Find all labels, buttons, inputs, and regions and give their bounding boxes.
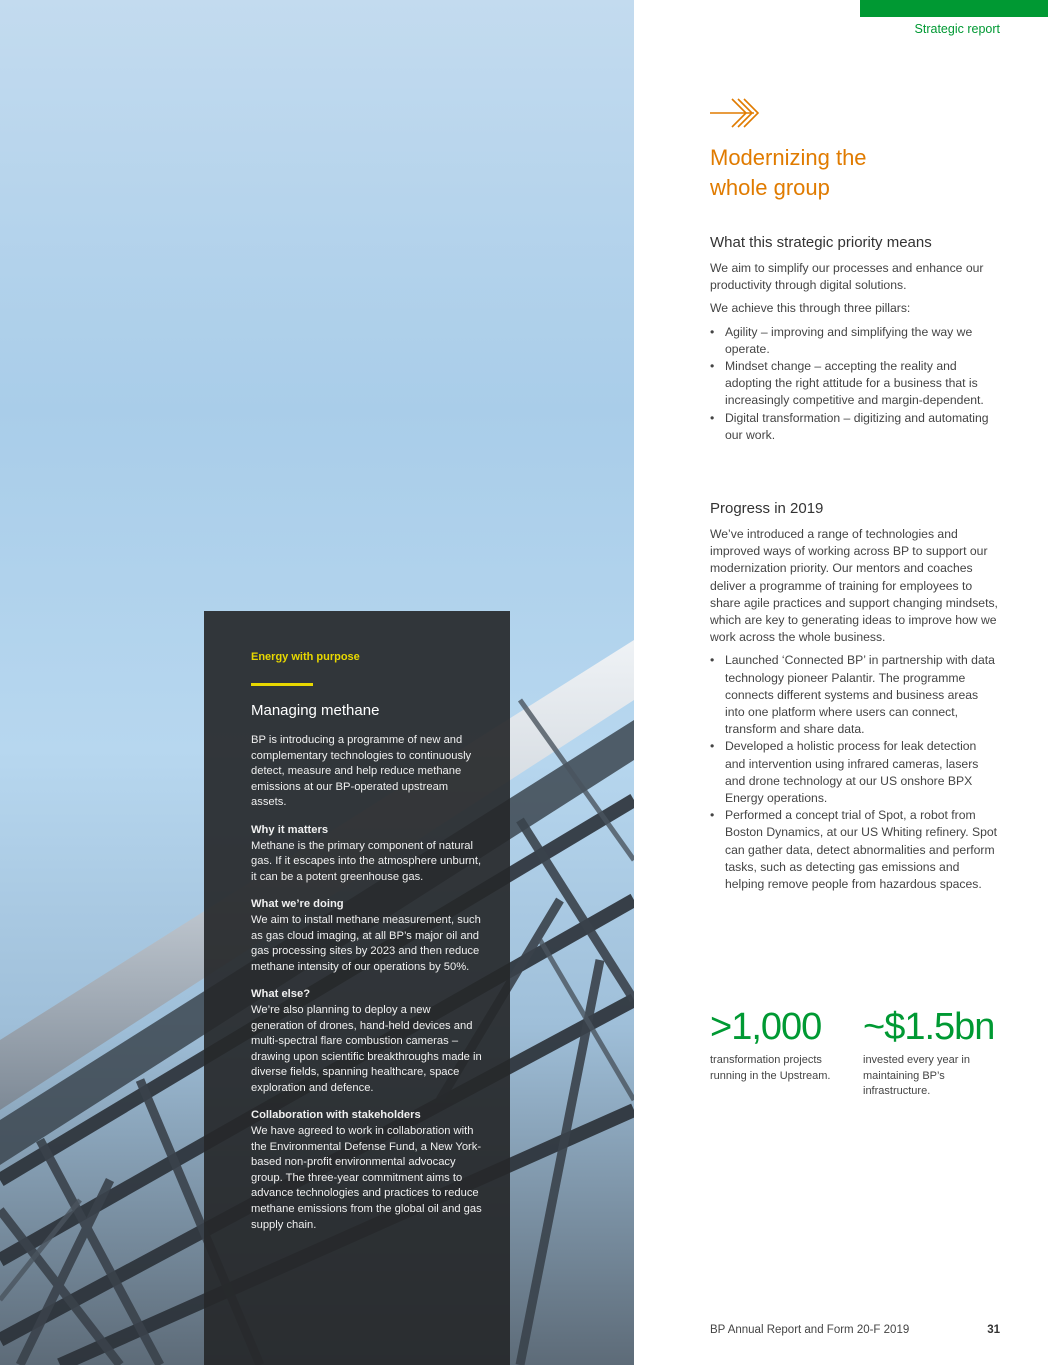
list-item: • Digital transformation – digitizing and automating our work.	[710, 410, 1000, 444]
progress-para: We’ve introduced a range of technologies and improved ways of working across BP to support our modernization priority. Our mentors and coaches deliver a programme of training for employees to share agile practices and support changing mindsets, which are key to generating ideas to improve how we work across the whole business.	[710, 527, 998, 645]
means-para: We aim to simplify our processes and enhance our productivity through digital solutions.	[710, 261, 984, 293]
list-item: • Launched ‘Connected BP’ in partnership with data technology pioneer Palantir. The programme connects different systems and business areas into one platform where users can connect, transform and share data.	[710, 652, 1000, 738]
list-item: • Performed a concept trial of Spot, a robot from Boston Dynamics, at our US Whiting refinery. Spot can gather data, detect abnormalities and perform tasks, such as detecting gas emissions and helping remove people from hazardous spaces.	[710, 807, 1000, 893]
panel-section-title: What we’re doing	[251, 898, 344, 911]
progress-list	[710, 652, 1000, 893]
means-heading: What this strategic priority means	[710, 234, 932, 251]
list-item: • Developed a holistic process for leak detection and intervention using infrared cameras, lasers and drone technology at our US onshore BPX Energy operations.	[710, 738, 1000, 807]
panel-rule	[251, 683, 313, 686]
panel-section-collab	[251, 1108, 486, 1233]
panel-kicker: Energy with purpose	[251, 651, 360, 663]
progress-section	[710, 500, 1000, 893]
panel-section-why	[251, 823, 486, 885]
page-title	[710, 143, 1000, 203]
section-label: Strategic report	[914, 22, 1000, 36]
panel-heading: Managing methane	[251, 702, 380, 719]
panel-intro: BP is introducing a programme of new and complementary technologies to continuously detect, measure and help reduce methane emissions at our BP-operated upstream assets.	[251, 734, 472, 809]
list-item: • Mindset change – accepting the reality and adopting the right attitude for a business that is increasingly competitive and margin-dependent.	[710, 358, 1000, 410]
methane-panel	[204, 611, 510, 1365]
panel-section-text: We aim to install methane measurement, such as gas cloud imaging, at all BP’s major oil and gas processing sites by 2023 and then reduce methane intensity of our operations by 50%.	[251, 913, 481, 973]
page-title-line: Modernizing the	[710, 145, 867, 170]
stat-caption: transformation projects running in the Upstream.	[710, 1054, 831, 1082]
panel-section-doing	[251, 897, 486, 975]
stat-investment	[863, 1006, 1013, 1100]
panel-section-title: What else?	[251, 988, 311, 1001]
progress-heading: Progress in 2019	[710, 500, 824, 517]
panel-section-text: We’re also planning to deploy a new generation of drones, hand-held devices and multi-spectral flare combustion cameras – drawing upon scientific breakthroughs made in diverse fields, spanning healthcare, space exploration and defence.	[251, 1003, 482, 1094]
panel-section-title: Collaboration with stakeholders	[251, 1109, 421, 1122]
means-section	[710, 234, 1000, 444]
pillars-list	[710, 324, 1000, 444]
page-footer	[710, 1324, 1000, 1336]
panel-section-else	[251, 987, 486, 1096]
stat-caption: invested every year in maintaining BP’s infrastructure.	[863, 1054, 970, 1097]
page-number: 31	[987, 1324, 1000, 1336]
stat-value: ~$1.5bn	[863, 1006, 995, 1048]
report-name: BP Annual Report and Form 20-F 2019	[710, 1324, 910, 1336]
panel-section-text: We have agreed to work in collaboration with the Environmental Defense Fund, a New York-based non-profit environmental advocacy group. The three-year commitment aims to advance technologies and practices to reduce methane emissions from the global oil and gas supply chain.	[251, 1125, 482, 1231]
panel-section-text: Methane is the primary component of natural gas. If it escapes into the atmosphere unburnt, it can be a potent greenhouse gas.	[251, 839, 482, 883]
forward-arrows-icon	[710, 96, 760, 130]
means-para: We achieve this through three pillars:	[710, 301, 911, 316]
list-item: • Agility – improving and simplifying the way we operate.	[710, 324, 1000, 358]
panel-section-title: Why it matters	[251, 823, 329, 836]
stat-projects	[710, 1006, 850, 1084]
stat-value: >1,000	[710, 1006, 822, 1048]
page-title-line: whole group	[710, 175, 830, 200]
header-bar	[860, 0, 1048, 17]
